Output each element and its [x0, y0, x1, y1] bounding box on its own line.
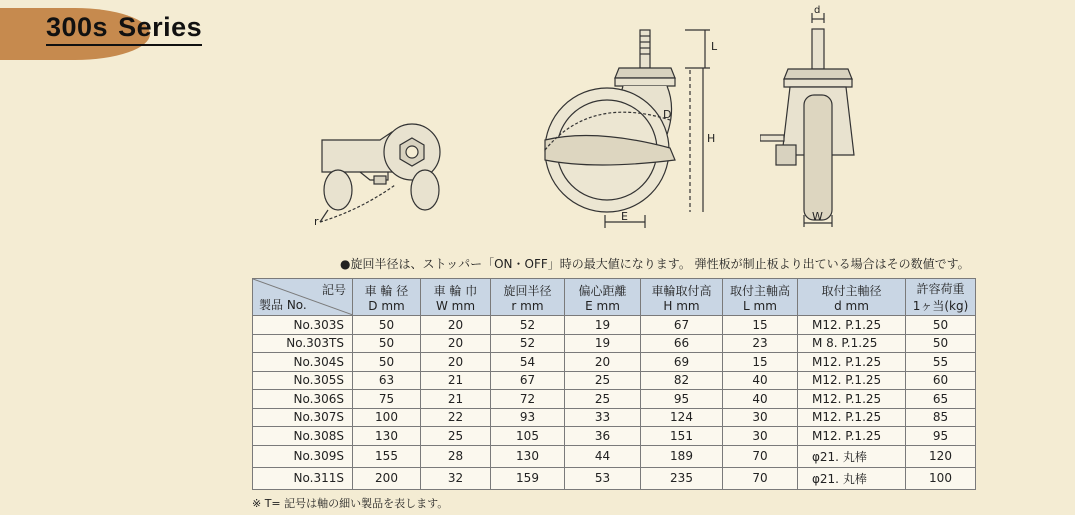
mounting-height-cell: 67	[641, 316, 723, 335]
stem-height-cell: 70	[723, 445, 798, 467]
header-corner-cell	[253, 279, 353, 316]
load-capacity-cell: 85	[906, 408, 976, 427]
turning-radius-cell: 67	[491, 371, 565, 390]
offset-cell: 33	[565, 408, 641, 427]
stem-height-cell: 30	[723, 427, 798, 446]
header-stem-diameter: 取付主軸径 d mm	[798, 279, 906, 316]
header-turning-radius: 旋回半径 r mm	[491, 279, 565, 316]
series-word: Series	[118, 12, 203, 42]
label-L: L	[711, 40, 718, 53]
footnote: ※ T= 記号は軸の細い製品を表します。	[252, 497, 449, 510]
model-cell: No.307S	[253, 408, 353, 427]
model-cell: No.303S	[253, 316, 353, 335]
turning-radius-cell: 54	[491, 353, 565, 372]
header-stem-height: 取付主軸高 L mm	[723, 279, 798, 316]
header-wheel-diameter: 車 輪 径 D mm	[353, 279, 421, 316]
table-header-row	[253, 279, 976, 316]
stem-diameter-cell: M12. P.1.25	[798, 316, 906, 335]
turning-radius-cell: 52	[491, 316, 565, 335]
stem-diameter-cell: M12. P.1.25	[798, 427, 906, 446]
model-cell: No.305S	[253, 371, 353, 390]
wheel-diameter-cell: 100	[353, 408, 421, 427]
turning-radius-note: ●旋回半径は、ストッパー「ON・OFF」時の最大値になります。 弾性板が制止板より出ている場合はその数値です。	[340, 257, 970, 271]
wheel-diameter-cell: 155	[353, 445, 421, 467]
spec-table	[252, 278, 976, 490]
model-cell: No.304S	[253, 353, 353, 372]
wheel-diameter-cell: 75	[353, 390, 421, 409]
table-row	[253, 334, 976, 353]
offset-cell: 44	[565, 445, 641, 467]
turning-radius-cell: 159	[491, 467, 565, 489]
model-cell: No.309S	[253, 445, 353, 467]
header-load-capacity: 許容荷重 1ヶ当(kg)	[906, 279, 976, 316]
load-capacity-cell: 65	[906, 390, 976, 409]
wheel-diameter-cell: 200	[353, 467, 421, 489]
offset-cell: 19	[565, 316, 641, 335]
header-mounting-height: 車輪取付高 H mm	[641, 279, 723, 316]
series-title	[46, 12, 202, 46]
wheel-diameter-cell: 50	[353, 353, 421, 372]
table-row	[253, 427, 976, 446]
offset-cell: 53	[565, 467, 641, 489]
stem-diameter-cell: M12. P.1.25	[798, 353, 906, 372]
load-capacity-cell: 50	[906, 334, 976, 353]
table-row	[253, 467, 976, 489]
mounting-height-cell: 95	[641, 390, 723, 409]
wheel-width-cell: 21	[421, 390, 491, 409]
wheel-width-cell: 25	[421, 427, 491, 446]
stem-height-cell: 30	[723, 408, 798, 427]
wheel-width-cell: 20	[421, 316, 491, 335]
label-H: H	[707, 132, 716, 145]
label-d: d	[814, 5, 821, 16]
table-row	[253, 445, 976, 467]
table-row	[253, 353, 976, 372]
stem-height-cell: 15	[723, 316, 798, 335]
turning-radius-cell: 93	[491, 408, 565, 427]
model-cell: No.306S	[253, 390, 353, 409]
wheel-width-cell: 20	[421, 353, 491, 372]
stem-height-cell: 40	[723, 390, 798, 409]
offset-cell: 25	[565, 371, 641, 390]
mounting-height-cell: 82	[641, 371, 723, 390]
caster-side-view-drawing	[300, 110, 470, 235]
caster-end-view-drawing	[760, 5, 880, 230]
stem-diameter-cell: M 8. P.1.25	[798, 334, 906, 353]
wheel-width-cell: 28	[421, 445, 491, 467]
header-wheel-width: 車 輪 巾 W mm	[421, 279, 491, 316]
load-capacity-cell: 50	[906, 316, 976, 335]
offset-cell: 19	[565, 334, 641, 353]
mounting-height-cell: 189	[641, 445, 723, 467]
model-cell: No.311S	[253, 467, 353, 489]
corner-top-label: 記号	[321, 283, 346, 297]
wheel-diameter-cell: 50	[353, 316, 421, 335]
table-row	[253, 316, 976, 335]
table-row	[253, 390, 976, 409]
label-r: r	[314, 215, 319, 228]
label-D: D	[663, 108, 672, 121]
load-capacity-cell: 55	[906, 353, 976, 372]
wheel-diameter-cell: 130	[353, 427, 421, 446]
caster-front-view-drawing	[535, 20, 725, 235]
mounting-height-cell: 235	[641, 467, 723, 489]
load-capacity-cell: 100	[906, 467, 976, 489]
load-capacity-cell: 120	[906, 445, 976, 467]
stem-height-cell: 23	[723, 334, 798, 353]
turning-radius-cell: 130	[491, 445, 565, 467]
stem-height-cell: 15	[723, 353, 798, 372]
mounting-height-cell: 66	[641, 334, 723, 353]
corner-bottom-label: 製品 No.	[259, 298, 307, 312]
mounting-height-cell: 124	[641, 408, 723, 427]
stem-diameter-cell: M12. P.1.25	[798, 408, 906, 427]
model-cell: No.303TS	[253, 334, 353, 353]
table-row	[253, 408, 976, 427]
stem-diameter-cell: φ21. 丸棒	[798, 467, 906, 489]
spec-table-body	[253, 316, 976, 490]
wheel-diameter-cell: 63	[353, 371, 421, 390]
turning-radius-cell: 52	[491, 334, 565, 353]
load-capacity-cell: 95	[906, 427, 976, 446]
label-W: W	[812, 210, 823, 223]
offset-cell: 25	[565, 390, 641, 409]
table-row	[253, 371, 976, 390]
wheel-diameter-cell: 50	[353, 334, 421, 353]
series-number: 300s	[46, 12, 109, 42]
stem-diameter-cell: M12. P.1.25	[798, 390, 906, 409]
wheel-width-cell: 32	[421, 467, 491, 489]
offset-cell: 20	[565, 353, 641, 372]
stem-diameter-cell: φ21. 丸棒	[798, 445, 906, 467]
mounting-height-cell: 69	[641, 353, 723, 372]
stem-height-cell: 70	[723, 467, 798, 489]
offset-cell: 36	[565, 427, 641, 446]
wheel-width-cell: 22	[421, 408, 491, 427]
turning-radius-cell: 105	[491, 427, 565, 446]
wheel-width-cell: 20	[421, 334, 491, 353]
stem-height-cell: 40	[723, 371, 798, 390]
model-cell: No.308S	[253, 427, 353, 446]
load-capacity-cell: 60	[906, 371, 976, 390]
header-offset: 偏心距離 E mm	[565, 279, 641, 316]
mounting-height-cell: 151	[641, 427, 723, 446]
turning-radius-cell: 72	[491, 390, 565, 409]
label-E: E	[621, 210, 628, 223]
stem-diameter-cell: M12. P.1.25	[798, 371, 906, 390]
wheel-width-cell: 21	[421, 371, 491, 390]
